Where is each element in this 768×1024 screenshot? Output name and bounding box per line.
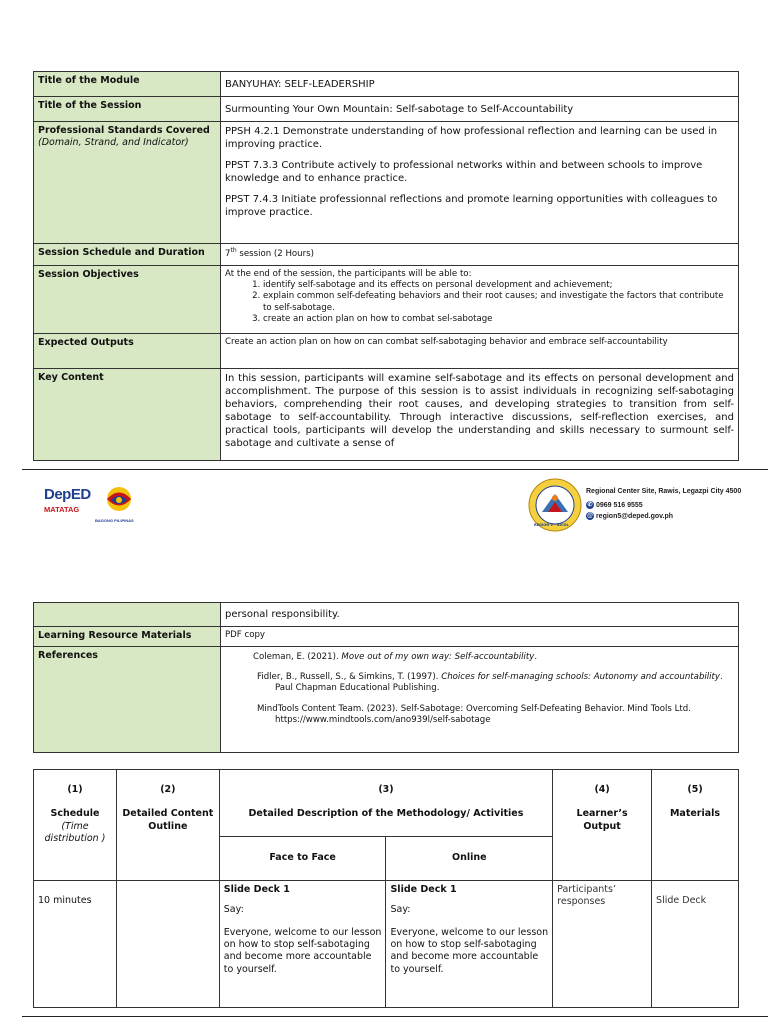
module-info-table-continued: [33, 602, 739, 753]
contact-email-row: [586, 512, 673, 520]
phone-icon: ✆: [587, 502, 593, 508]
outputs-label: Expected Outputs: [34, 334, 221, 369]
header-title: Schedule: [50, 808, 100, 820]
title-module-label: Title of the Module: [34, 72, 221, 97]
objective-item: 3. create an action plan on how to combat sel-sabotage: [263, 314, 734, 325]
contact-address: Regional Center Site, Rawis, Legazpi City 4500: [586, 488, 742, 495]
reference-item: MindTools Content Team. (2023). Self-Sabotage: Overcoming Self-Defeating Behavior. Mind Tools Ltd. https://www.mindtools.com/ano939l/self-sabotage: [257, 703, 691, 725]
say-label: Say:: [223, 904, 244, 916]
row-schedule: 10 minutes: [34, 881, 117, 1008]
schedule-value: [221, 244, 739, 266]
standards-label: [34, 122, 221, 244]
standards-value: [221, 122, 739, 244]
subheader-online: Online: [386, 837, 553, 881]
title-session-label: Title of the Session: [34, 97, 221, 122]
header-num: (3): [378, 784, 394, 795]
say-label: Say:: [390, 904, 411, 916]
header-num: (4): [594, 784, 610, 795]
row-outline: [116, 881, 219, 1008]
header-num: (1): [67, 784, 83, 795]
script-text: Everyone, welcome to our lesson on how to stop self-sabotaging and become more accountable to yourself.: [223, 926, 382, 975]
resources-label: Learning Resource Materials: [34, 627, 221, 647]
contact-email: region5@deped.gov.ph: [595, 512, 674, 520]
deped-logo: [44, 486, 96, 522]
continued-label-cell: [34, 603, 221, 627]
standards-label-text: Professional Standards Covered: [38, 125, 210, 136]
contact-phone: 0969 516 9555: [595, 501, 643, 509]
header-num: (2): [160, 784, 176, 795]
schedule-sup: th: [230, 247, 237, 254]
content-label: Key Content: [34, 369, 221, 461]
objectives-value: [221, 266, 739, 334]
header-sub: (Time distribution ): [44, 820, 106, 845]
reference-item: Coleman, E. (2021). Move out of my own way: Self-accountability.: [253, 652, 538, 662]
header-methodology: [219, 770, 552, 837]
module-info-table: [33, 71, 739, 461]
standard-item: PPST 7.4.3 Initiate professionnal reflections and promote learning opportunities with colleagues to improve practice.: [225, 194, 718, 218]
header-materials: [652, 770, 739, 881]
footer-rule: [22, 469, 768, 470]
email-icon: @: [587, 513, 593, 519]
slide-deck-title: Slide Deck 1: [223, 884, 290, 895]
standard-item: PPST 7.3.3 Contribute actively to professional networks within and between schools to improve knowledge and to enhance practice.: [225, 160, 703, 184]
objectives-label: Session Objectives: [34, 266, 221, 334]
seal-caption: REGION V - BICOL: [534, 523, 569, 527]
header-title: Detailed Description of the Methodology/ Activities: [248, 808, 524, 820]
title-module-value: BANYUHAY: SELF-LEADERSHIP: [221, 72, 739, 97]
header-num: (5): [687, 784, 703, 795]
header-outline: [116, 770, 219, 881]
matatag-wordmark: MATATAG: [44, 505, 80, 514]
bagong-pilipinas-text: BAGONG PILIPINAS: [95, 518, 134, 523]
header-schedule: [34, 770, 117, 881]
header-title: Detailed Content Outline: [122, 808, 214, 832]
standards-label-sub: (Domain, Strand, and Indicator): [38, 137, 189, 149]
row-online: [386, 881, 553, 1008]
contact-phone-row: [586, 501, 643, 509]
subheader-face-to-face: Face to Face: [219, 837, 386, 881]
outputs-value: Create an action plan on how on can combat self-sabotaging behavior and embrace self-accountability: [221, 334, 739, 369]
schedule-number: 7: [225, 248, 231, 259]
references-label: References: [34, 647, 221, 753]
objective-item: 2. explain common self-defeating behaviors and their root causes; and investigate the factors that contribute to self-sabotage.: [263, 291, 734, 313]
schedule-label: Session Schedule and Duration: [34, 244, 221, 266]
slide-deck-title: Slide Deck 1: [390, 884, 457, 895]
row-output: Participants’ responses: [553, 881, 652, 1008]
objective-item: 1. identify self-sabotage and its effects on personal development and achievement;: [263, 280, 734, 291]
references-value: [221, 647, 739, 753]
objectives-intro: At the end of the session, the participants will be able to:: [225, 269, 472, 279]
script-text: Everyone, welcome to our lesson on how to stop self-sabotaging and become more accountable to yourself.: [390, 926, 549, 975]
header-output: [553, 770, 652, 881]
content-value: In this session, participants will examine self-sabotage and its effects on personal development and accomplishment. The purpose of this session is to assist individuals in recognizing self-sabotaging behaviors, comprehending their root causes, and developing strategies to transition from self-sabotage to self-accountability. Through interactive discussions, self-reflection exercises, and practical tools, participants will develop the understanding and skills necessary to surmount self-sabotage and cultivate a sense of: [221, 369, 739, 461]
row-materials: Slide Deck: [652, 881, 739, 1008]
header-title: Materials: [669, 808, 721, 820]
activity-table: [33, 769, 739, 1008]
bottom-rule: [22, 1016, 768, 1017]
resources-value: PDF copy: [221, 627, 739, 647]
reference-item: Fidler, B., Russell, S., & Simkins, T. (1997). Choices for self-managing schools: Autonomy and accountability. Paul Chapman Educational Publishing.: [257, 672, 723, 694]
title-session-value: Surmounting Your Own Mountain: Self-sabotage to Self-Accountability: [221, 97, 739, 122]
content-continued: personal responsibility.: [221, 603, 739, 627]
standard-item: PPSH 4.2.1 Demonstrate understanding of how professional reflection and learning can be used in improving practice.: [225, 126, 718, 150]
deped-wordmark: DepED: [44, 486, 91, 503]
objectives-list: [225, 280, 734, 325]
schedule-rest: session (2 Hours): [236, 248, 314, 259]
header-title: Learner’s Output: [576, 808, 628, 832]
row-face-to-face: [219, 881, 386, 1008]
